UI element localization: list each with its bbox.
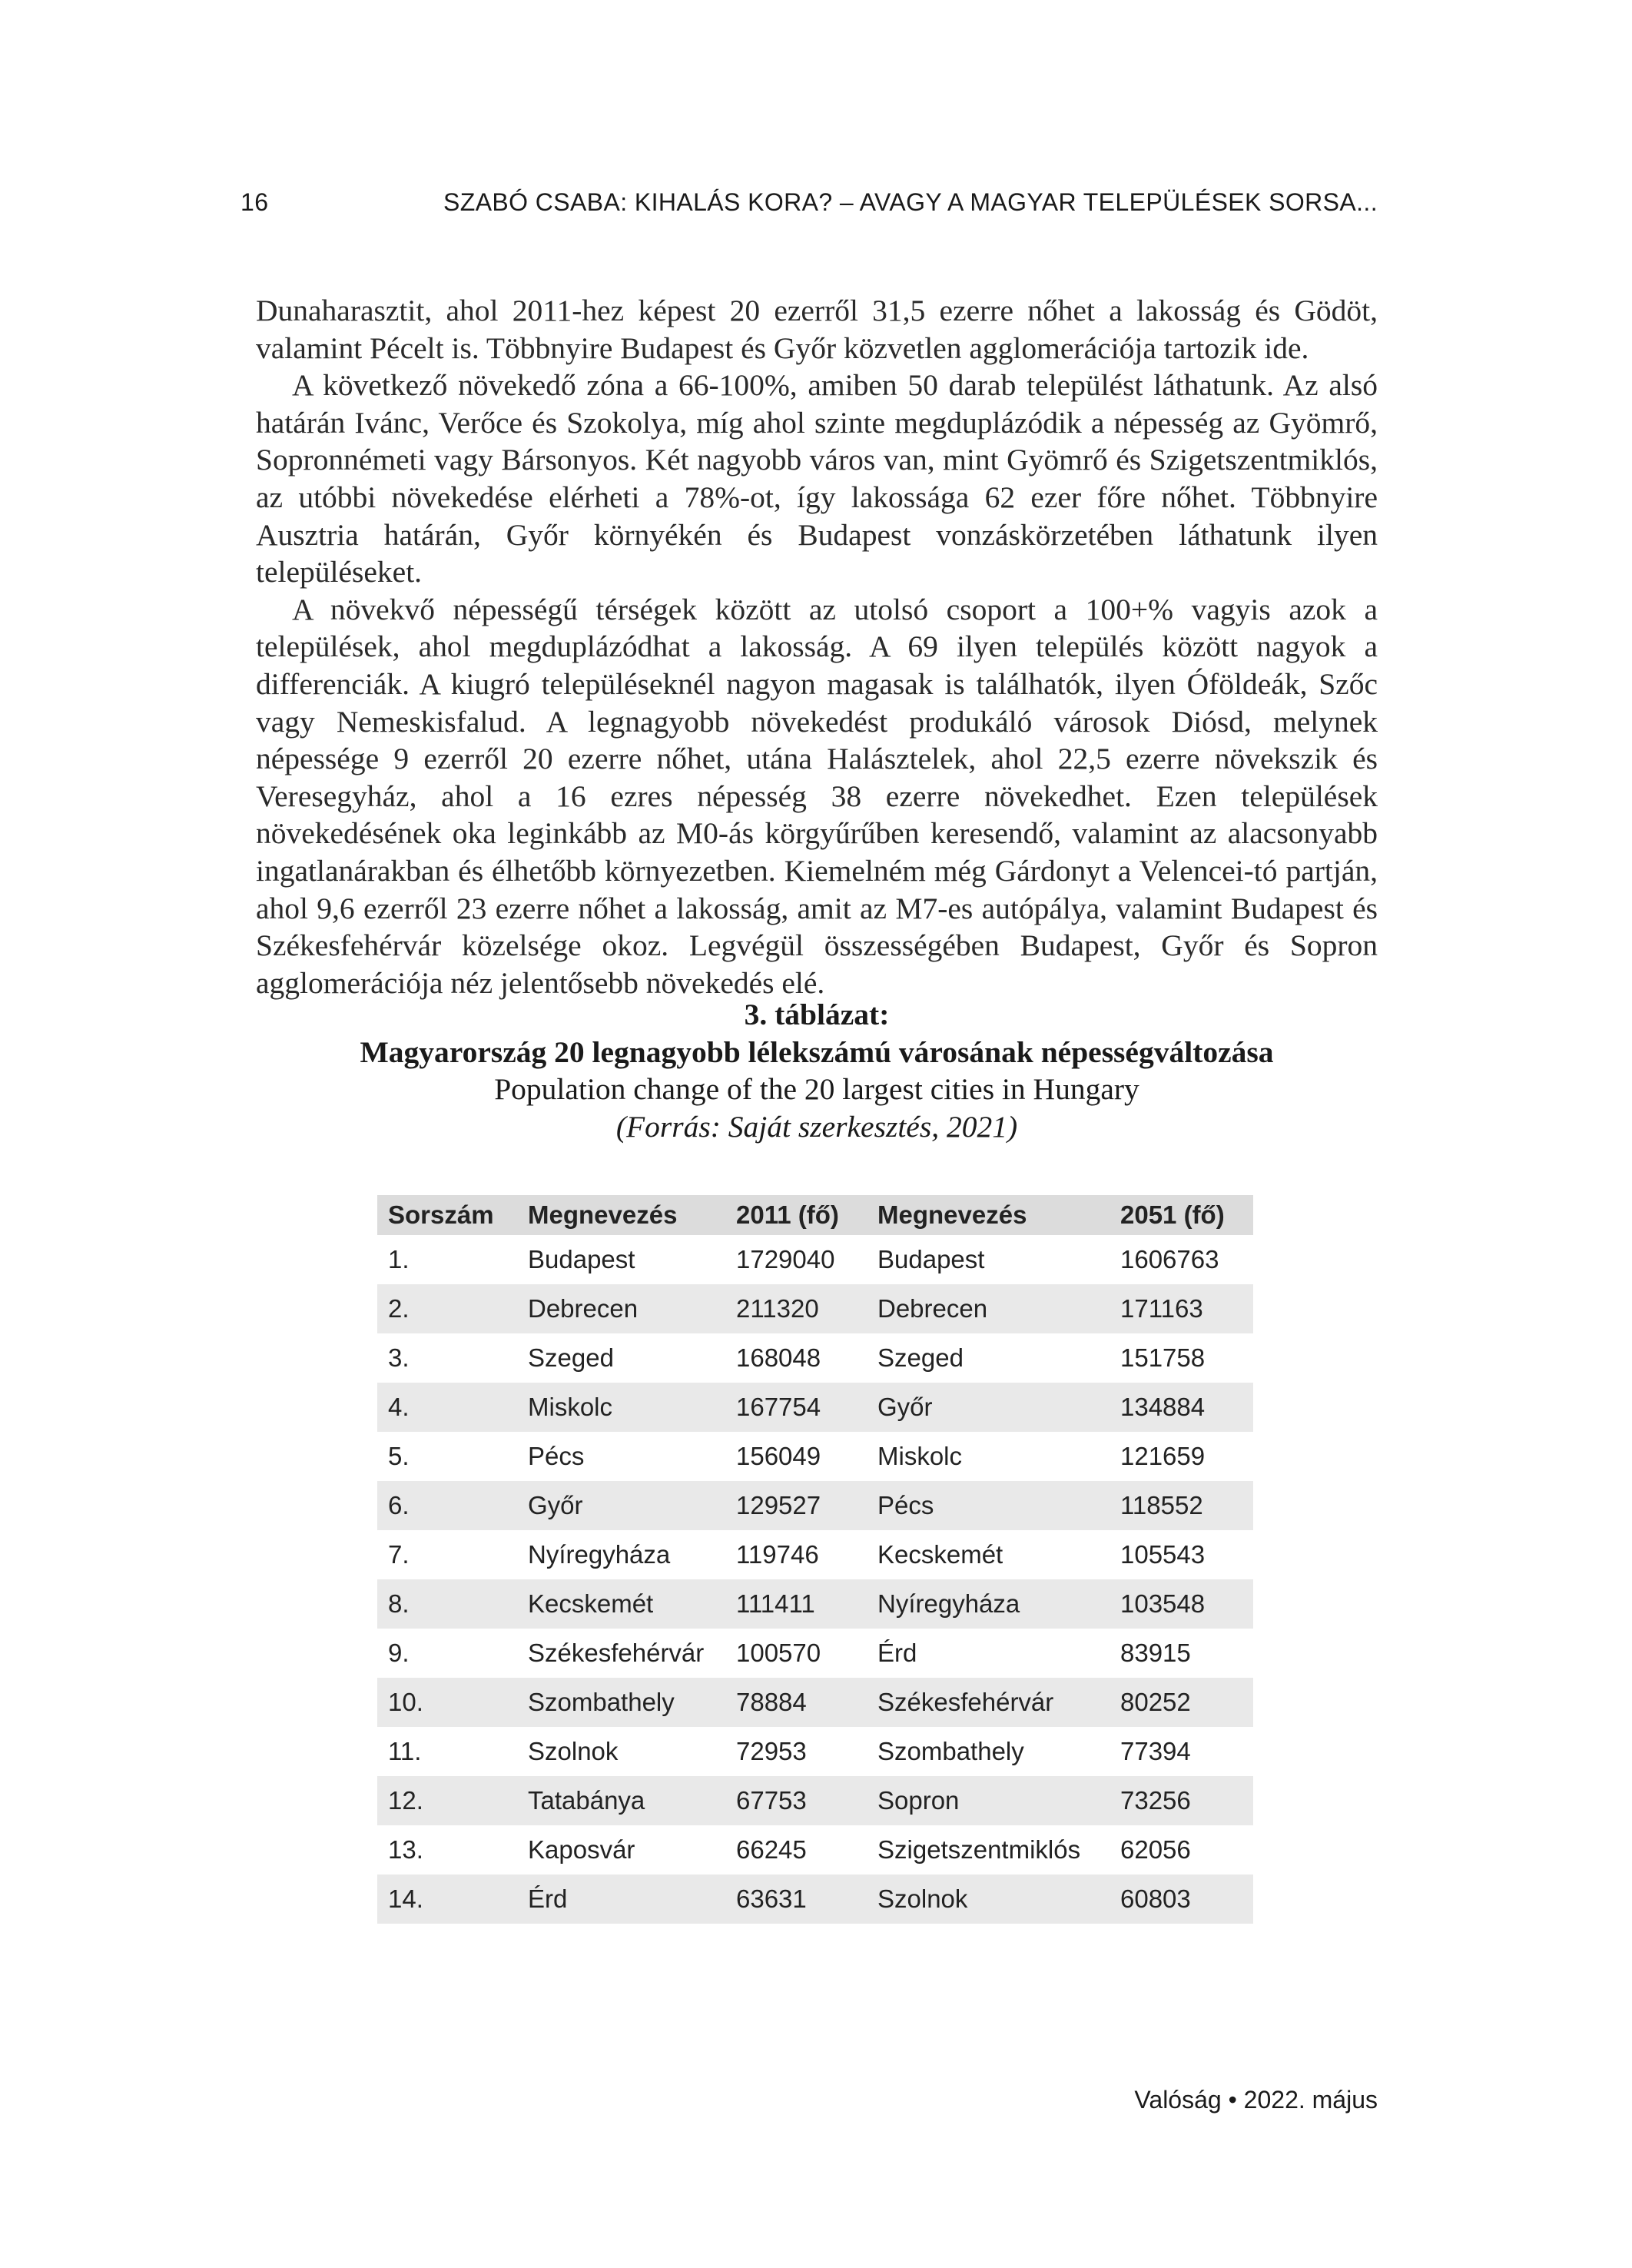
table-cell: 167754 (736, 1393, 821, 1421)
table-cell: 13. (388, 1835, 423, 1864)
table-cell: Érd (528, 1884, 568, 1913)
table-cell: Miskolc (877, 1442, 963, 1470)
table-row (377, 1235, 1253, 1284)
table-cell: 2. (388, 1294, 410, 1323)
table-caption (256, 996, 1378, 1145)
table-cell: 3. (388, 1343, 410, 1372)
running-title: SZABÓ CSABA: KIHALÁS KORA? – AVAGY A MAGYAR TELEPÜLÉSEK SORSA... (443, 188, 1378, 216)
table-cell: 6. (388, 1491, 410, 1519)
table-cell: Budapest (877, 1245, 985, 1273)
table-cell: 83915 (1120, 1639, 1191, 1667)
table-cell: 129527 (736, 1491, 821, 1519)
table-cell: Győr (877, 1393, 933, 1421)
table-cell: 134884 (1120, 1393, 1206, 1421)
table-row (377, 1727, 1253, 1776)
table-cell: 121659 (1120, 1442, 1206, 1470)
table-cell: 14. (388, 1884, 423, 1913)
table-row (377, 1875, 1253, 1924)
table-cell: Kecskemét (877, 1540, 1003, 1569)
table-cell: 1606763 (1120, 1245, 1219, 1273)
table-cell: Érd (877, 1639, 917, 1667)
table-cell: 80252 (1120, 1688, 1191, 1716)
paragraph: Dunaharasztit, ahol 2011-hez képest 20 ezerről 31,5 ezerre nőhet a lakosság és Gödöt, valamint Pécelt is. Többnyire Budapest és Győr közvetlen agglomerációja tartozik ide. (256, 294, 1378, 365)
table-cell: Budapest (528, 1245, 635, 1273)
article-body (256, 292, 1378, 1001)
table-cell: Szeged (877, 1343, 964, 1372)
table-cell: 171163 (1120, 1294, 1203, 1323)
page-footer: Valóság • 2022. május (1134, 2086, 1378, 2114)
table-row (377, 1284, 1253, 1333)
table-cell: 60803 (1120, 1884, 1191, 1913)
table-cell: 10. (388, 1688, 423, 1716)
column-header: Sorszám (377, 1195, 517, 1235)
table-cell: Debrecen (528, 1294, 639, 1323)
table-cell: 156049 (736, 1442, 821, 1470)
table-cell: 67753 (736, 1786, 807, 1815)
table-cell: Győr (528, 1491, 583, 1519)
table-header-row (377, 1195, 1253, 1235)
table-cell: Pécs (528, 1442, 585, 1470)
table-cell: 9. (388, 1639, 410, 1667)
table-row (377, 1825, 1253, 1875)
table-cell: Kecskemét (528, 1589, 654, 1618)
table-cell: Debrecen (877, 1294, 988, 1323)
table-cell: 118552 (1120, 1491, 1203, 1519)
table-cell: 7. (388, 1540, 410, 1569)
table-cell: Szombathely (528, 1688, 675, 1716)
table-cell: Sopron (877, 1786, 960, 1815)
table-row (377, 1530, 1253, 1579)
column-header: Megnevezés (517, 1195, 725, 1235)
table-cell: 66245 (736, 1835, 807, 1864)
table-row (377, 1481, 1253, 1530)
column-header: 2011 (fő) (725, 1195, 867, 1235)
page-number: 16 (240, 188, 269, 216)
table-cell: 211320 (736, 1294, 819, 1323)
table-cell: 119746 (736, 1540, 819, 1569)
table-cell: 105543 (1120, 1540, 1206, 1569)
table-cell: Tatabánya (528, 1786, 645, 1815)
table-cell: 111411 (736, 1589, 815, 1618)
table-cell: 5. (388, 1442, 410, 1470)
table-cell: 1. (388, 1245, 410, 1273)
table-cell: 11. (388, 1737, 422, 1765)
page-header (240, 188, 1378, 225)
table-cell: Nyíregyháza (528, 1540, 671, 1569)
population-table (377, 1195, 1253, 1924)
table-cell: 73256 (1120, 1786, 1191, 1815)
table-cell: 12. (388, 1786, 423, 1815)
table-title-hu: Magyarország 20 legnagyobb lélekszámú városának népességváltozása (360, 1034, 1274, 1069)
table-cell: 1729040 (736, 1245, 835, 1273)
table-row (377, 1383, 1253, 1432)
table-body (377, 1235, 1253, 1924)
table-source: (Forrás: Saját szerkesztés, 2021) (615, 1109, 1018, 1144)
table-cell: 72953 (736, 1737, 807, 1765)
table-cell: Miskolc (528, 1393, 613, 1421)
paragraph: A következő növekedő zóna a 66-100%, amiben 50 darab települést láthatunk. Az alsó határán Ivánc, Verőce és Szokolya, míg ahol szinte megduplázódik a népesség az Gyömrő, Sopronnémeti vagy Bársonyos. Két nagyobb város van, mint Gyömrő és Szigetszentmiklós, az utóbbi növekedése elérheti a 78%-ot, így lakossága 62 ezer főre nőhet. Többnyire Ausztria határán, Győr környékén és Budapest vonzáskörzetében láthatunk ilyen településeket. (256, 368, 1378, 589)
table-cell: 62056 (1120, 1835, 1191, 1864)
table-cell: Pécs (877, 1491, 934, 1519)
table-row (377, 1629, 1253, 1678)
table-cell: Szolnok (877, 1884, 968, 1913)
table-cell: Székesfehérvár (877, 1688, 1054, 1716)
table-row (377, 1333, 1253, 1383)
table-cell: 103548 (1120, 1589, 1206, 1618)
table-cell: 8. (388, 1589, 410, 1618)
table-cell: 168048 (736, 1343, 821, 1372)
table-cell: Kaposvár (528, 1835, 635, 1864)
table-cell: 63631 (736, 1884, 807, 1913)
table-number: 3. táblázat: (744, 998, 890, 1031)
table-cell: Nyíregyháza (877, 1589, 1020, 1618)
table-cell: Szolnok (528, 1737, 619, 1765)
table-cell: Szigetszentmiklós (877, 1835, 1081, 1864)
table-row (377, 1432, 1253, 1481)
table-cell: 100570 (736, 1639, 821, 1667)
table-cell: 4. (388, 1393, 410, 1421)
table-cell: Szeged (528, 1343, 614, 1372)
table-cell: 78884 (736, 1688, 807, 1716)
column-header: 2051 (fő) (1110, 1195, 1253, 1235)
table-cell: 77394 (1120, 1737, 1191, 1765)
paragraph: A növekvő népességű térségek között az utolsó csoport a 100+% vagyis azok a települések, ahol megduplázódhat a lakosság. A 69 ilyen település között nagyok a differenciák. A kiugró településeknél nagyon magasak is találhatók, ilyen Óföldeák, Szőc vagy Nemeskisfalud. A legnagyobb növekedést produkáló városok Diósd, melynek népessége 9 ezerről 20 ezerre nőhet, utána Halásztelek, ahol 22,5 ezerre növekszik és Veresegyház, ahol a 16 ezres népesség 38 ezerre növekedhet. Ezen települések növekedésének oka leginkább az M0-ás körgyűrűben keresendő, valamint az alacsonyabb ingatlanárakban és élhetőbb környezetben. Kiemelném még Gárdonyt a Velencei-tó partján, ahol 9,6 ezerről 23 ezerre nőhet a lakosság, amit az M7-es autópálya, valamint Budapest és Székesfehérvár közelsége okoz. Legvégül összességében Budapest, Győr és Sopron agglomerációja néz jelentősebb növekedés elé. (256, 592, 1378, 1000)
table-cell: Székesfehérvár (528, 1639, 705, 1667)
table-cell: Szombathely (877, 1737, 1024, 1765)
table-row (377, 1678, 1253, 1727)
column-header: Megnevezés (867, 1195, 1110, 1235)
table-row (377, 1579, 1253, 1629)
table-cell: 151758 (1120, 1343, 1206, 1372)
table-row (377, 1776, 1253, 1825)
table-title-en: Population change of the 20 largest cities in Hungary (494, 1072, 1139, 1107)
